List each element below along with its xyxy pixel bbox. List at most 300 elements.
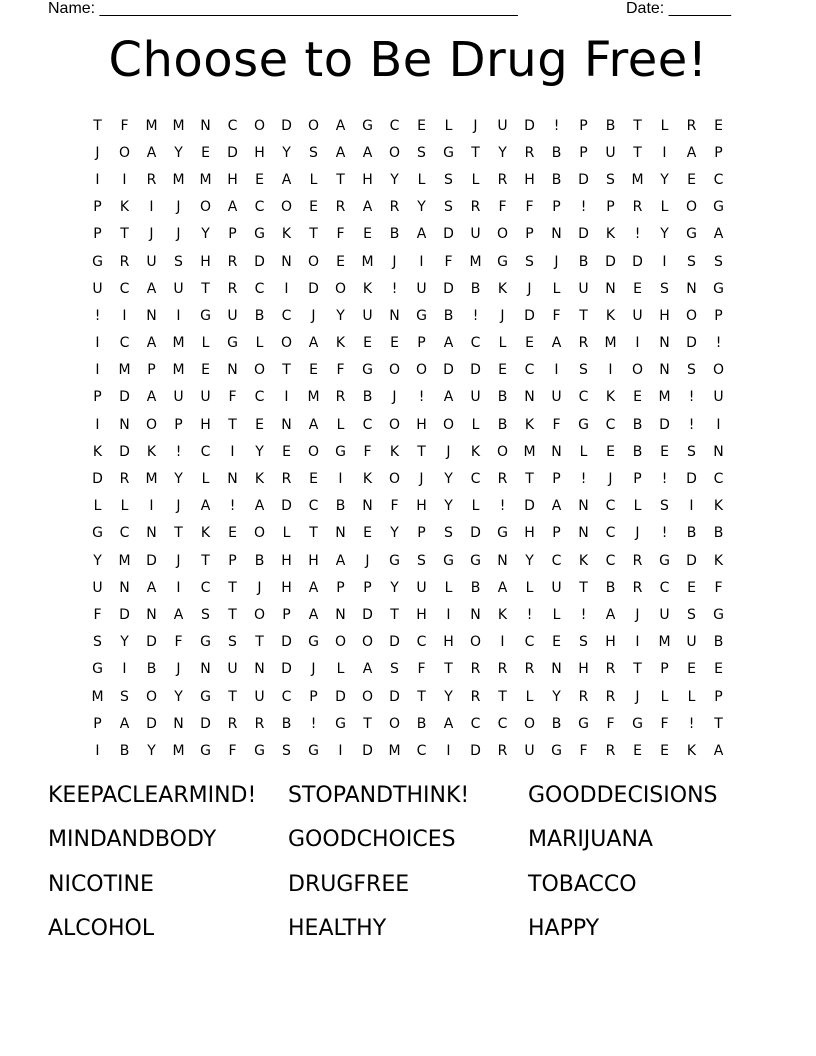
- grid-letter: G: [335, 715, 346, 732]
- grid-letter: A: [308, 606, 319, 623]
- grid-letter: F: [93, 606, 102, 623]
- grid-letter: C: [578, 389, 589, 406]
- grid-letter: E: [282, 443, 291, 460]
- grid-letter: S: [417, 552, 426, 569]
- grid-letter: J: [149, 226, 154, 243]
- grid-letter: A: [146, 144, 157, 161]
- grid-letter: P: [336, 579, 345, 596]
- grid-letter: C: [470, 471, 481, 488]
- date-field[interactable]: Date: _______: [626, 0, 731, 17]
- grid-letter: C: [497, 715, 508, 732]
- page-title: Choose to Be Drug Free!: [108, 32, 708, 88]
- word-list-item: KEEPACLEARMIND!: [48, 783, 257, 808]
- grid-letter: L: [336, 416, 345, 433]
- grid-letter: D: [389, 634, 400, 651]
- grid-letter: E: [309, 362, 318, 379]
- grid-letter: T: [417, 688, 426, 705]
- grid-letter: C: [605, 416, 616, 433]
- word-list-item: GOODCHOICES: [288, 827, 456, 853]
- grid-letter: E: [363, 525, 372, 542]
- grid-letter: F: [336, 362, 345, 379]
- grid-letter: A: [416, 226, 427, 243]
- grid-letter: P: [309, 688, 318, 705]
- grid-letter: R: [605, 661, 616, 678]
- grid-letter: T: [201, 280, 210, 297]
- grid-letter: U: [227, 307, 238, 324]
- grid-letter: N: [605, 280, 616, 297]
- grid-letter: I: [176, 579, 181, 596]
- grid-letter: T: [390, 606, 399, 623]
- grid-letter: J: [311, 307, 316, 324]
- grid-letter: Y: [444, 471, 453, 488]
- grid-letter: G: [335, 443, 346, 460]
- grid-letter: D: [281, 634, 292, 651]
- grid-letter: O: [469, 634, 482, 651]
- grid-letter: A: [335, 144, 346, 161]
- grid-letter: S: [390, 661, 399, 678]
- grid-letter: !: [418, 389, 425, 406]
- grid-letter: O: [631, 362, 644, 379]
- word-list-item: ALCOHOL: [48, 915, 155, 941]
- grid-letter: F: [579, 742, 588, 759]
- grid-letter: B: [335, 498, 346, 515]
- grid-letter: R: [470, 661, 481, 678]
- grid-letter: S: [444, 199, 453, 216]
- grid-letter: R: [497, 742, 508, 759]
- grid-letter: A: [362, 199, 373, 216]
- grid-letter: D: [146, 715, 157, 732]
- grid-letter: P: [579, 144, 588, 161]
- grid-letter: S: [309, 144, 318, 161]
- grid-letter: C: [200, 579, 211, 596]
- grid-letter: !: [580, 606, 587, 623]
- grid-letter: E: [390, 335, 399, 352]
- grid-letter: B: [497, 416, 508, 433]
- grid-letter: D: [686, 471, 697, 488]
- grid-letter: G: [200, 307, 211, 324]
- grid-letter: T: [228, 606, 237, 623]
- grid-letter: O: [307, 117, 320, 134]
- grid-letter: E: [606, 443, 615, 460]
- grid-letter: A: [308, 335, 319, 352]
- grid-letter: I: [122, 171, 127, 188]
- grid-letter: J: [635, 688, 640, 705]
- grid-letter: U: [254, 688, 265, 705]
- grid-letter: H: [605, 634, 616, 651]
- grid-letter: R: [470, 199, 481, 216]
- grid-letter: M: [307, 389, 320, 406]
- grid-letter: S: [174, 253, 183, 270]
- grid-letter: R: [254, 715, 265, 732]
- grid-letter: M: [145, 471, 158, 488]
- grid-letter: B: [605, 117, 616, 134]
- grid-letter: S: [93, 634, 102, 651]
- grid-letter: F: [120, 117, 129, 134]
- grid-letter: U: [551, 389, 562, 406]
- grid-letter: O: [388, 144, 401, 161]
- grid-letter: E: [363, 226, 372, 243]
- grid-letter: M: [172, 117, 185, 134]
- grid-letter: Y: [444, 498, 453, 515]
- grid-letter: K: [335, 335, 346, 352]
- grid-letter: H: [416, 498, 427, 515]
- grid-letter: B: [551, 171, 562, 188]
- grid-letter: Y: [120, 634, 129, 651]
- grid-letter: !: [688, 416, 695, 433]
- grid-letter: D: [686, 335, 697, 352]
- grid-letter: T: [633, 144, 642, 161]
- letter-grid: [84, 112, 732, 765]
- grid-letter: J: [392, 389, 397, 406]
- grid-letter: C: [281, 307, 292, 324]
- grid-letter: G: [308, 634, 319, 651]
- grid-letter: I: [95, 171, 100, 188]
- grid-letter: J: [446, 443, 451, 460]
- grid-letter: K: [146, 443, 157, 460]
- grid-letter: N: [281, 253, 292, 270]
- grid-letter: M: [172, 171, 185, 188]
- grid-letter: F: [552, 416, 561, 433]
- grid-letter: I: [176, 307, 181, 324]
- grid-letter: G: [200, 742, 211, 759]
- grid-letter: L: [633, 498, 642, 515]
- grid-letter: P: [147, 362, 156, 379]
- grid-letter: O: [307, 253, 320, 270]
- grid-letter: A: [335, 117, 346, 134]
- grid-letter: !: [580, 471, 587, 488]
- grid-letter: A: [713, 742, 724, 759]
- grid-letter: S: [579, 634, 588, 651]
- grid-letter: T: [93, 117, 102, 134]
- grid-letter: M: [172, 742, 185, 759]
- grid-letter: T: [228, 579, 237, 596]
- grid-letter: R: [470, 688, 481, 705]
- grid-letter: M: [604, 335, 617, 352]
- grid-letter: O: [685, 307, 698, 324]
- grid-letter: N: [659, 335, 670, 352]
- grid-letter: F: [390, 498, 399, 515]
- grid-letter: J: [257, 579, 262, 596]
- grid-letter: S: [606, 171, 615, 188]
- grid-letter: A: [551, 498, 562, 515]
- grid-letter: C: [254, 389, 265, 406]
- grid-letter: I: [284, 389, 289, 406]
- grid-letter: Y: [660, 171, 669, 188]
- grid-letter: B: [254, 552, 265, 569]
- grid-letter: M: [658, 389, 671, 406]
- grid-letter: T: [444, 661, 453, 678]
- grid-letter: K: [605, 307, 616, 324]
- grid-letter: C: [416, 742, 427, 759]
- grid-letter: D: [659, 416, 670, 433]
- grid-letter: O: [415, 362, 428, 379]
- grid-letter: C: [605, 498, 616, 515]
- grid-letter: P: [93, 199, 102, 216]
- grid-letter: K: [497, 606, 508, 623]
- grid-letter: I: [149, 498, 154, 515]
- grid-letter: T: [417, 443, 426, 460]
- grid-letter: E: [687, 171, 696, 188]
- grid-letter: E: [552, 634, 561, 651]
- grid-letter: I: [95, 742, 100, 759]
- grid-letter: D: [605, 253, 616, 270]
- grid-letter: S: [660, 280, 669, 297]
- grid-letter: N: [119, 416, 130, 433]
- grid-letter: K: [119, 199, 130, 216]
- grid-letter: L: [417, 171, 426, 188]
- grid-letter: E: [255, 416, 264, 433]
- grid-letter: O: [253, 362, 266, 379]
- grid-letter: T: [174, 525, 183, 542]
- grid-letter: F: [444, 253, 453, 270]
- grid-letter: H: [254, 144, 265, 161]
- grid-letter: D: [146, 634, 157, 651]
- grid-letter: I: [635, 335, 640, 352]
- grid-letter: O: [199, 199, 212, 216]
- grid-letter: P: [363, 579, 372, 596]
- grid-letter: O: [361, 634, 374, 651]
- grid-letter: B: [119, 742, 130, 759]
- grid-letter: E: [714, 117, 723, 134]
- grid-letter: C: [524, 634, 535, 651]
- grid-letter: P: [552, 199, 561, 216]
- grid-letter: U: [416, 280, 427, 297]
- grid-letter: F: [228, 389, 237, 406]
- grid-letter: K: [686, 742, 697, 759]
- grid-letter: U: [524, 742, 535, 759]
- grid-letter: E: [714, 661, 723, 678]
- grid-letter: O: [118, 144, 131, 161]
- grid-letter: H: [578, 661, 589, 678]
- grid-letter: U: [605, 144, 616, 161]
- grid-letter: N: [173, 715, 184, 732]
- grid-letter: S: [687, 362, 696, 379]
- grid-letter: F: [417, 661, 426, 678]
- grid-letter: B: [713, 525, 724, 542]
- grid-letter: F: [714, 579, 723, 596]
- grid-letter: U: [632, 307, 643, 324]
- name-field[interactable]: Name: _______________________________________________: [48, 0, 518, 17]
- grid-letter: G: [308, 742, 319, 759]
- grid-letter: S: [120, 688, 129, 705]
- grid-letter: R: [497, 171, 508, 188]
- grid-letter: C: [605, 552, 616, 569]
- grid-letter: N: [227, 471, 238, 488]
- grid-letter: C: [470, 715, 481, 732]
- grid-letter: I: [419, 253, 424, 270]
- grid-letter: D: [227, 144, 238, 161]
- grid-letter: E: [201, 362, 210, 379]
- grid-letter: E: [336, 253, 345, 270]
- grid-letter: Y: [174, 688, 183, 705]
- grid-letter: G: [389, 552, 400, 569]
- grid-letter: S: [444, 525, 453, 542]
- grid-letter: Y: [444, 688, 453, 705]
- grid-letter: K: [713, 552, 724, 569]
- grid-letter: P: [417, 525, 426, 542]
- grid-letter: A: [686, 144, 697, 161]
- grid-letter: S: [201, 606, 210, 623]
- grid-letter: D: [362, 606, 373, 623]
- grid-letter: O: [496, 226, 509, 243]
- grid-letter: R: [119, 253, 130, 270]
- grid-letter: P: [633, 471, 642, 488]
- grid-letter: Y: [174, 471, 183, 488]
- grid-letter: T: [579, 307, 588, 324]
- grid-letter: L: [660, 199, 669, 216]
- grid-letter: O: [253, 117, 266, 134]
- grid-letter: M: [361, 253, 374, 270]
- grid-letter: I: [662, 253, 667, 270]
- grid-letter: D: [578, 226, 589, 243]
- grid-letter: R: [227, 280, 238, 297]
- grid-letter: E: [417, 117, 426, 134]
- word-list-item: HAPPY: [528, 915, 600, 941]
- grid-letter: R: [578, 335, 589, 352]
- grid-letter: B: [470, 579, 481, 596]
- grid-letter: L: [282, 525, 291, 542]
- grid-letter: I: [635, 634, 640, 651]
- grid-letter: R: [605, 688, 616, 705]
- grid-letter: C: [605, 525, 616, 542]
- grid-letter: D: [281, 661, 292, 678]
- grid-letter: N: [578, 498, 589, 515]
- grid-letter: D: [200, 715, 211, 732]
- grid-letter: R: [497, 471, 508, 488]
- grid-letter: G: [254, 226, 265, 243]
- grid-letter: A: [227, 199, 238, 216]
- grid-letter: S: [444, 171, 453, 188]
- grid-letter: D: [281, 498, 292, 515]
- grid-letter: M: [118, 552, 131, 569]
- grid-letter: J: [554, 253, 559, 270]
- grid-letter: P: [579, 117, 588, 134]
- grid-letter: I: [716, 416, 721, 433]
- grid-letter: K: [362, 471, 373, 488]
- grid-letter: !: [580, 199, 587, 216]
- grid-letter: B: [470, 280, 481, 297]
- grid-letter: R: [389, 199, 400, 216]
- grid-letter: J: [419, 471, 424, 488]
- grid-letter: G: [578, 715, 589, 732]
- grid-letter: F: [525, 199, 534, 216]
- grid-letter: Y: [390, 579, 399, 596]
- word-list-item: STOPANDTHINK!: [288, 783, 470, 808]
- grid-letter: U: [227, 661, 238, 678]
- grid-letter: N: [335, 606, 346, 623]
- grid-letter: L: [471, 498, 480, 515]
- grid-letter: H: [443, 634, 454, 651]
- grid-letter: N: [146, 307, 157, 324]
- grid-letter: R: [497, 661, 508, 678]
- grid-letter: P: [714, 307, 723, 324]
- grid-letter: !: [175, 443, 182, 460]
- header-line: [48, 0, 748, 20]
- grid-letter: O: [388, 715, 401, 732]
- grid-letter: M: [145, 117, 158, 134]
- grid-letter: I: [149, 199, 154, 216]
- grid-letter: O: [334, 634, 347, 651]
- grid-letter: B: [254, 307, 265, 324]
- grid-letter: T: [363, 715, 372, 732]
- grid-letter: O: [388, 362, 401, 379]
- grid-letter: J: [311, 661, 316, 678]
- grid-letter: D: [146, 552, 157, 569]
- grid-letter: B: [362, 389, 373, 406]
- grid-letter: Y: [552, 688, 561, 705]
- grid-letter: E: [228, 525, 237, 542]
- grid-letter: O: [361, 688, 374, 705]
- grid-letter: L: [201, 471, 210, 488]
- grid-letter: N: [200, 661, 211, 678]
- grid-letter: !: [715, 335, 722, 352]
- grid-letter: B: [551, 715, 562, 732]
- grid-letter: S: [579, 362, 588, 379]
- grid-letter: G: [551, 742, 562, 759]
- grid-letter: Y: [498, 144, 507, 161]
- grid-letter: N: [146, 525, 157, 542]
- grid-letter: M: [91, 688, 104, 705]
- grid-letter: R: [335, 389, 346, 406]
- grid-letter: G: [92, 525, 103, 542]
- grid-letter: D: [470, 742, 481, 759]
- grid-letter: A: [335, 552, 346, 569]
- grid-letter: C: [524, 362, 535, 379]
- grid-letter: D: [443, 280, 454, 297]
- grid-letter: O: [280, 335, 293, 352]
- grid-letter: D: [524, 117, 535, 134]
- grid-letter: L: [444, 117, 453, 134]
- grid-letter: U: [551, 579, 562, 596]
- grid-letter: C: [200, 443, 211, 460]
- grid-letter: H: [659, 307, 670, 324]
- grid-letter: E: [255, 171, 264, 188]
- grid-letter: M: [172, 335, 185, 352]
- grid-letter: R: [227, 715, 238, 732]
- grid-letter: A: [308, 579, 319, 596]
- grid-letter: R: [335, 199, 346, 216]
- grid-letter: U: [92, 280, 103, 297]
- grid-letter: M: [658, 634, 671, 651]
- grid-letter: H: [200, 253, 211, 270]
- grid-letter: D: [389, 688, 400, 705]
- grid-letter: J: [365, 552, 370, 569]
- grid-letter: E: [633, 389, 642, 406]
- grid-letter: A: [362, 144, 373, 161]
- grid-letter: T: [228, 688, 237, 705]
- grid-letter: U: [686, 634, 697, 651]
- grid-letter: F: [174, 634, 183, 651]
- grid-letter: O: [334, 280, 347, 297]
- grid-letter: E: [687, 661, 696, 678]
- grid-letter: E: [525, 335, 534, 352]
- grid-letter: N: [713, 443, 724, 460]
- grid-letter: N: [281, 416, 292, 433]
- grid-letter: P: [93, 715, 102, 732]
- grid-letter: !: [661, 525, 668, 542]
- grid-letter: C: [254, 280, 265, 297]
- grid-letter: S: [687, 253, 696, 270]
- grid-letter: K: [605, 389, 616, 406]
- grid-letter: G: [254, 742, 265, 759]
- grid-letter: !: [553, 117, 560, 134]
- grid-letter: L: [444, 579, 453, 596]
- grid-letter: U: [173, 280, 184, 297]
- grid-letter: A: [146, 389, 157, 406]
- grid-letter: K: [389, 443, 400, 460]
- grid-letter: R: [578, 688, 589, 705]
- grid-letter: K: [254, 471, 265, 488]
